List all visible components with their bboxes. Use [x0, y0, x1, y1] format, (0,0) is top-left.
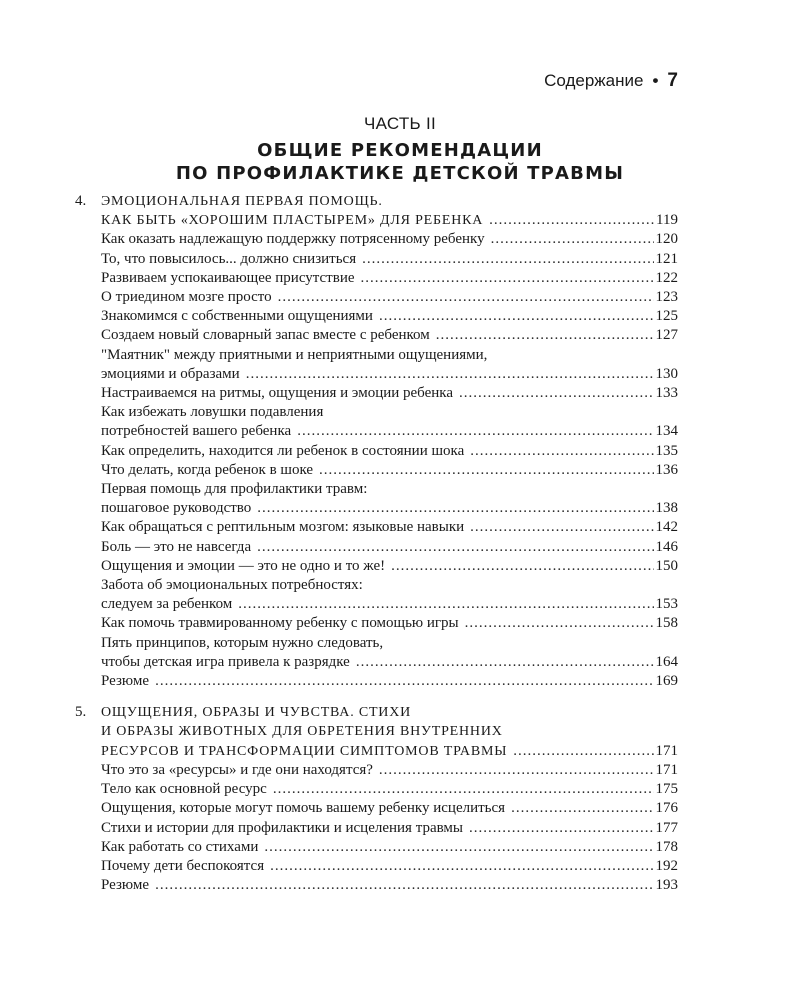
- toc-entry-text: Боль — это не навсегда: [101, 538, 252, 555]
- toc-entry-page: 178: [655, 838, 678, 855]
- dot-leader: [257, 538, 653, 557]
- chapter-number: 5.: [75, 704, 87, 721]
- dot-leader: [246, 365, 654, 384]
- toc-entry-page: 177: [655, 819, 678, 836]
- dot-leader: [362, 250, 653, 269]
- dot-leader: [465, 614, 654, 633]
- running-header-separator: •: [652, 71, 659, 90]
- dot-leader: [513, 742, 653, 761]
- chapter-title-line-text: ЭМОЦИОНАЛЬНАЯ ПЕРВАЯ ПОМОЩЬ.: [101, 194, 383, 209]
- chapter-title-line: [101, 211, 678, 230]
- dot-leader: [356, 653, 654, 672]
- dot-leader: [391, 557, 653, 576]
- toc-entry-text: Ощущения, которые могут помочь вашему ребенку исцелиться: [101, 800, 506, 817]
- dot-leader: [470, 442, 653, 461]
- chapter-title-line-text: ОЩУЩЕНИЯ, ОБРАЗЫ И ЧУВСТВА. СТИХИ: [101, 705, 412, 721]
- toc-entry-page: 121: [655, 250, 678, 267]
- toc-entry-text: Стихи и истории для профилактики и исцеления травмы: [101, 819, 463, 836]
- dot-leader: [257, 499, 653, 518]
- toc-entry: [101, 480, 678, 499]
- dot-leader: [319, 461, 653, 480]
- toc-entry-page: 135: [655, 442, 678, 459]
- toc-entry: [101, 672, 678, 691]
- dot-leader: [459, 384, 653, 403]
- dot-leader: [379, 307, 654, 326]
- toc-entry: [101, 326, 678, 345]
- toc-entry-text: Как определить, находится ли ребенок в состоянии шока: [101, 442, 465, 459]
- dot-leader: [491, 230, 654, 249]
- toc-entry-page: 138: [655, 500, 678, 517]
- toc-entry-text: Развиваем успокаивающее присутствие: [101, 269, 355, 286]
- chapter-title-line-text: КАК БЫТЬ «ХОРОШИМ ПЛАСТЫРЕМ» ДЛЯ РЕБЕНКА: [101, 213, 484, 229]
- toc-entry-text: Настраиваемся на ритмы, ощущения и эмоции ребенка: [101, 385, 454, 402]
- chapter-title-line: [101, 192, 678, 211]
- toc-entry: [101, 346, 678, 365]
- dot-leader: [270, 857, 653, 876]
- toc-entry: [101, 403, 678, 422]
- toc-entry-page: 193: [655, 877, 678, 894]
- dot-leader: [238, 595, 653, 614]
- toc-entry: [101, 230, 678, 249]
- toc-entry: [101, 557, 678, 576]
- chapter-title-line: [101, 742, 678, 761]
- toc-entry: [101, 422, 678, 441]
- dot-leader: [470, 518, 653, 537]
- toc-entry-text: Как работать со стихами: [101, 838, 259, 855]
- chapter-title-line-page: 171: [655, 742, 678, 759]
- dot-leader: [264, 838, 653, 857]
- part-label: ЧАСТЬ II: [363, 114, 437, 133]
- toc-entry-text: следуем за ребенком: [101, 596, 233, 613]
- toc-entry-text: чтобы детская игра привела к разрядке: [101, 653, 350, 670]
- toc-entry-page: 146: [655, 538, 678, 555]
- toc-entry-page: 192: [655, 857, 678, 874]
- toc-entry: [101, 365, 678, 384]
- toc-entry: [101, 307, 678, 326]
- dot-leader: [436, 326, 654, 345]
- chapter-title-line-text: И ОБРАЗЫ ЖИВОТНЫХ ДЛЯ ОБРЕТЕНИЯ ВНУТРЕННИХ: [101, 724, 503, 740]
- chapter-title-line-page: 119: [656, 212, 678, 229]
- toc-entry-page: 169: [655, 673, 678, 690]
- toc-entry-text: Создаем новый словарный запас вместе с ребенком: [101, 327, 430, 344]
- toc-entry-text: потребностей вашего ребенка: [101, 423, 292, 440]
- toc-entry-text: Как оказать надлежащую поддержку потрясенному ребенку: [101, 231, 485, 248]
- toc-entry: [101, 838, 678, 857]
- dot-leader: [155, 672, 653, 691]
- part-title-line: ОБЩИЕ РЕКОМЕНДАЦИИ: [257, 140, 543, 161]
- toc-entry-text: О триедином мозге просто: [101, 289, 272, 306]
- toc-entry-page: 133: [655, 385, 678, 402]
- toc-entry-page: 171: [655, 761, 678, 778]
- toc-entry: [101, 614, 678, 633]
- part-heading: [100, 113, 700, 185]
- toc-entry-text: То, что повысилось... должно снизиться: [101, 250, 357, 267]
- toc-entry-text: Тело как основной ресурс: [101, 781, 267, 798]
- toc-entry: [101, 576, 678, 595]
- toc-entry-page: 175: [655, 781, 678, 798]
- toc-entry: [101, 780, 678, 799]
- dot-leader: [297, 422, 653, 441]
- toc-entry: [101, 288, 678, 307]
- toc-entry-text: Знакомимся с собственными ощущениями: [101, 308, 373, 325]
- toc-entry-page: 142: [655, 519, 678, 536]
- toc-entry-text: Как избежать ловушки подавления: [101, 404, 324, 421]
- chapter-title-line: [101, 722, 678, 741]
- toc-entry-page: 130: [655, 365, 678, 382]
- toc-entry-page: 122: [655, 269, 678, 286]
- dot-leader: [278, 288, 654, 307]
- toc-entry-page: 136: [655, 461, 678, 478]
- toc-entry-page: 150: [655, 557, 678, 574]
- toc-entry-text: Что это за «ресурсы» и где они находятся?: [101, 761, 373, 778]
- toc-entry: [101, 634, 678, 653]
- toc-entry: [101, 595, 678, 614]
- toc-entry-page: 164: [655, 653, 678, 670]
- toc-entry-text: Почему дети беспокоятся: [101, 857, 265, 874]
- toc-entry: [101, 857, 678, 876]
- toc-entry-text: Что делать, когда ребенок в шоке: [101, 461, 314, 478]
- part-title: [100, 139, 700, 185]
- toc-chapter: [75, 192, 678, 691]
- toc-entry-page: 120: [655, 231, 678, 248]
- running-header: [544, 70, 678, 92]
- table-of-contents: [75, 192, 678, 895]
- toc-entry: [101, 384, 678, 403]
- toc-entry-page: 158: [655, 615, 678, 632]
- chapter-title-line: [101, 703, 678, 722]
- running-header-section: Содержание: [544, 71, 644, 90]
- toc-entry-text: Забота об эмоциональных потребностях:: [101, 577, 363, 594]
- toc-entry-text: пошаговое руководство: [101, 500, 252, 517]
- toc-entry-page: 153: [655, 596, 678, 613]
- page-number: 7: [667, 70, 678, 91]
- toc-entry-page: 134: [655, 423, 678, 440]
- toc-entry-page: 123: [655, 289, 678, 306]
- toc-entry-page: 176: [655, 800, 678, 817]
- dot-leader: [273, 780, 654, 799]
- chapter-title-line-text: РЕСУРСОВ И ТРАНСФОРМАЦИИ СИМПТОМОВ ТРАВМЫ: [101, 743, 508, 759]
- dot-leader: [379, 761, 654, 780]
- toc-entry: [101, 761, 678, 780]
- toc-chapter: [75, 703, 678, 895]
- toc-entry: [101, 819, 678, 838]
- toc-entry: [101, 653, 678, 672]
- toc-entry-page: 125: [655, 308, 678, 325]
- toc-entry-text: "Маятник" между приятными и неприятными ощущениями,: [101, 346, 488, 363]
- toc-entry-page: 127: [655, 327, 678, 344]
- toc-entry: [101, 499, 678, 518]
- toc-entry: [101, 269, 678, 288]
- toc-entry: [101, 250, 678, 269]
- part-title-line: ПО ПРОФИЛАКТИКЕ ДЕТСКОЙ ТРАВМЫ: [175, 163, 625, 184]
- dot-leader: [469, 819, 654, 838]
- chapter-number: 4.: [75, 193, 87, 209]
- toc-entry-text: Как помочь травмированному ребенку с помощью игры: [101, 615, 459, 632]
- dot-leader: [511, 799, 653, 818]
- toc-entry-text: эмоциями и образами: [101, 365, 240, 382]
- toc-entry-text: Как обращаться с рептильным мозгом: языковые навыки: [101, 519, 465, 536]
- dot-leader: [155, 876, 653, 895]
- toc-entry: [101, 876, 678, 895]
- toc-entry: [101, 461, 678, 480]
- toc-entry-text: Пять принципов, которым нужно следовать,: [101, 634, 384, 651]
- toc-entry: [101, 518, 678, 537]
- toc-entry: [101, 799, 678, 818]
- toc-entry-text: Первая помощь для профилактики травм:: [101, 481, 368, 498]
- toc-entry-text: Резюме: [101, 877, 150, 894]
- toc-entry-text: Ощущения и эмоции — это не одно и то же!: [101, 557, 386, 574]
- toc-entry: [101, 538, 678, 557]
- toc-entry: [101, 442, 678, 461]
- toc-entry-text: Резюме: [101, 673, 150, 690]
- dot-leader: [361, 269, 654, 288]
- dot-leader: [489, 211, 654, 230]
